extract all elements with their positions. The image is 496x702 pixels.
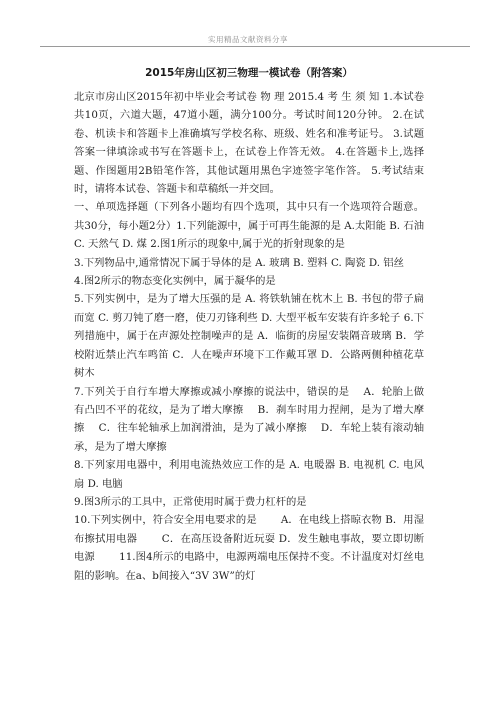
question-1-2: 一、单项选择题（下列各小题均有四个选项，其中只有一个选项符合题意。共30分，每小题2分）1.下列能源中，属于可再生能源的是 A.太阳能 B. 石油 C. 天然气 D. 煤 2.图1所示的现象中,属于光的折射现象的是 <box>74 201 424 251</box>
question-4: 4.图2所示的物态变化实例中，属于凝华的是 <box>74 275 276 288</box>
question-7: 7.下列关于自行车增大摩擦或减小摩擦的说法中，错误的是 A．轮胎上做有凸凹不平的花纹，是为了增大摩擦 B．刹车时用力捏闸，是为了增大摩擦 C．往车轮轴承上加润滑油，是为了减小摩擦 D．车轮上装有滚动轴承，是为了增大摩擦 <box>74 385 424 453</box>
question-3: 3.下列物品中,通常情况下属于导体的是 A. 玻璃 B. 塑料 C. 陶瓷 D. 铝丝 <box>74 256 404 269</box>
question-8: 8.下列家用电器中，利用电流热效应工作的是 A. 电暖器 B. 电视机 C. 电风扇 D. 电脑 <box>74 459 424 490</box>
question-5-6: 5.下列实例中，是为了增大压强的是 A. 将铁轨铺在枕木上 B. 书包的带子扁而宽 C. 剪刀钝了磨一磨，使刀刃锋利些 D. 大型平板车安装有许多轮子 6.下列措施中，属于在声源处控制噪声的是 A．临街的房屋安装隔音玻璃 B．学校附近禁止汽车鸣笛 C．人在噪声环境下工作戴耳罩 D．公路两侧种植花草树木 <box>74 293 424 380</box>
header-text: 实用精品文献资料分享 <box>208 35 288 44</box>
document-body <box>74 66 424 585</box>
exam-instructions: 北京市房山区2015年初中毕业会考试卷 物 理 2015.4 考 生 须 知 1.本试卷共10页，六道大题，47道小题，满分100分。考试时间120分钟。 2.在试卷、机读卡和答题卡上准确填写学校名称、班级、姓名和准考证号。 3.试题答案一律填涂或书写在答题卡上，在试卷上作答无效。 4.在答题卡上,选择题、作图题用2B铅笔作答，其他试题用黑色字迹签字笔作答。 5.考试结束时，请将本试卷、答题卡和草稿纸一并交回。 <box>74 91 424 196</box>
page-header <box>0 0 496 50</box>
question-10-11: 10.下列实例中，符合安全用电要求的是 A．在电线上搭晾衣物 B．用湿布擦拭用电器 C．在高压设备附近玩耍 D．发生触电事故，要立即切断电源 11.图4所示的电路中，电源两端电压保持不变。不计温度对灯丝电阻的影响。在a、b间接入“3V 3W”的灯 <box>74 514 424 582</box>
question-9: 9.图3所示的工具中，正常使用时属于费力杠杆的是 <box>74 495 307 508</box>
document-title: 2015年房山区初三物理一模试卷（附答案） <box>145 67 353 79</box>
header-divider <box>40 46 470 47</box>
